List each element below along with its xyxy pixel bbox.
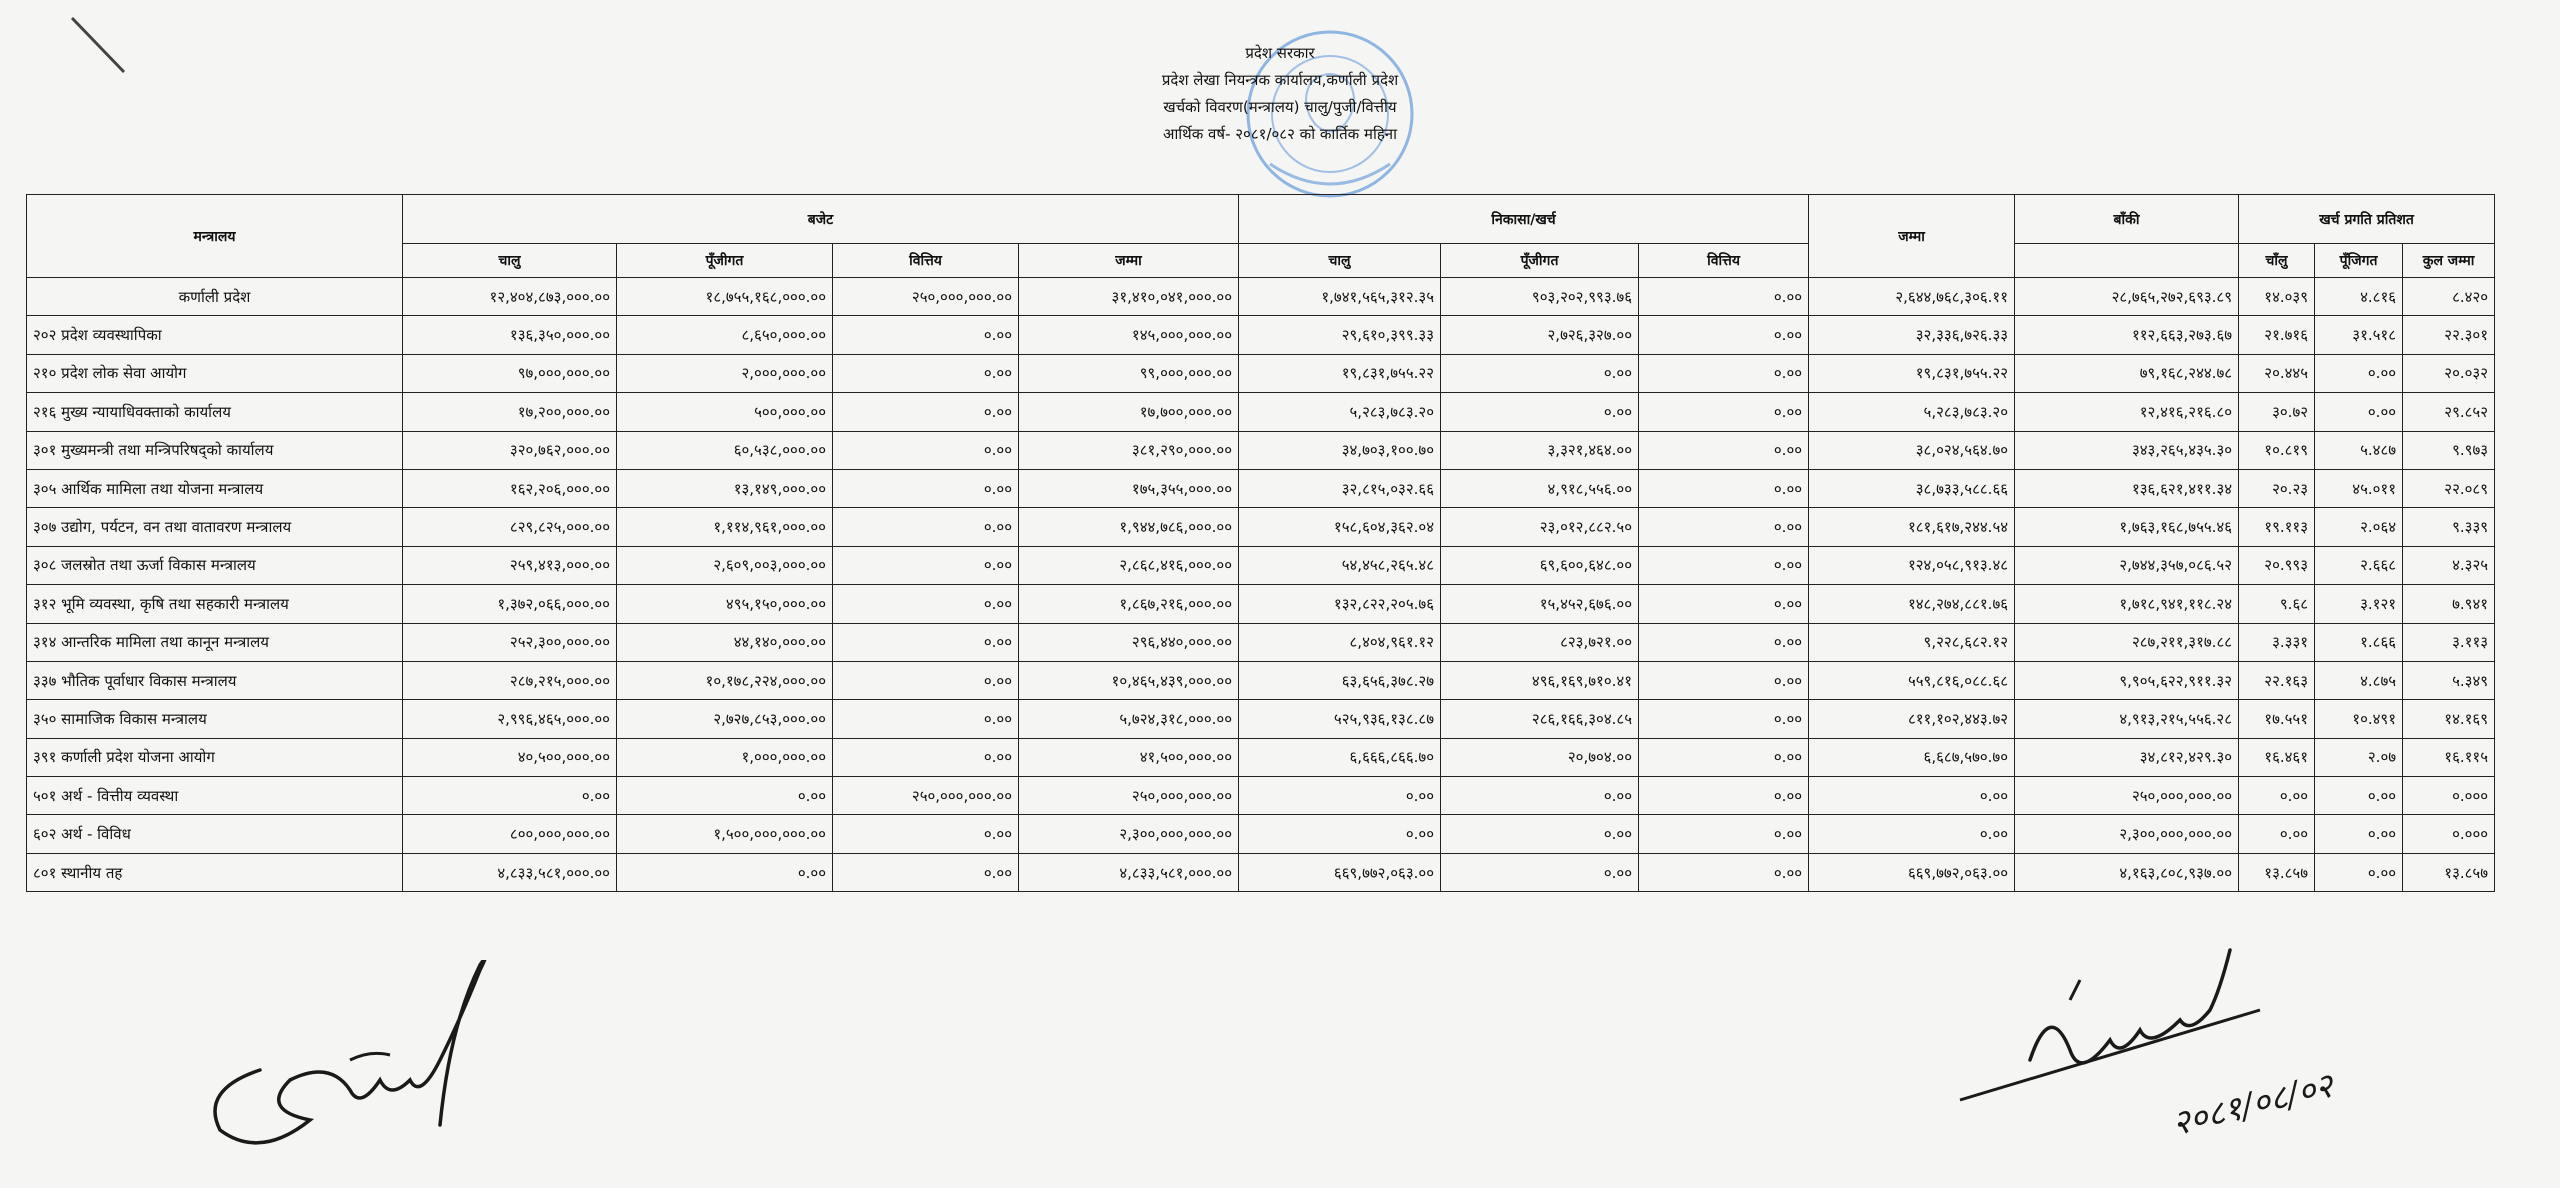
value-cell: १६.११५	[2403, 738, 2495, 776]
value-cell: ०.००	[833, 431, 1019, 469]
value-cell: १,७४१,५६५,३१२.३५	[1239, 278, 1441, 316]
value-cell: २९.८५२	[2403, 393, 2495, 431]
value-cell: २०.४४५	[2239, 354, 2315, 392]
value-cell: २०.९९३	[2239, 546, 2315, 584]
value-cell: ६६९,७७२,०६३.००	[1809, 853, 2015, 891]
value-cell: ९९,०००,०००.००	[1019, 354, 1239, 392]
value-cell: ३.३३१	[2239, 623, 2315, 661]
value-cell: १३.८५७	[2403, 853, 2495, 891]
ministry-name-cell: ६०२ अर्थ - विविध	[27, 815, 403, 853]
signature-left	[200, 960, 580, 1180]
value-cell: ०.००	[1441, 777, 1639, 815]
value-cell: २२.३०१	[2403, 316, 2495, 354]
value-cell: १०,४६५,४३९,०००.००	[1019, 661, 1239, 699]
value-cell: २,८६८,४१६,०००.००	[1019, 546, 1239, 584]
value-cell: ३८१,२९०,०००.००	[1019, 431, 1239, 469]
value-cell: ०.००	[833, 815, 1019, 853]
value-cell: ०.०००	[2403, 777, 2495, 815]
value-cell: ०.००	[2315, 354, 2403, 392]
value-cell: ०.००	[1639, 278, 1809, 316]
value-cell: ४.८७५	[2315, 661, 2403, 699]
value-cell: ९.३३९	[2403, 508, 2495, 546]
col-budget-capital: पूँजीगत	[617, 244, 833, 278]
value-cell: ०.००	[1639, 815, 1809, 853]
value-cell: १०.४९१	[2315, 700, 2403, 738]
value-cell: ३४३,२६५,४३५.३०	[2015, 431, 2239, 469]
value-cell: २८६,१६६,३०४.८५	[1441, 700, 1639, 738]
value-cell: ५,७२४,३१८,०००.००	[1019, 700, 1239, 738]
value-cell: २,९९६,४६५,०००.००	[403, 700, 617, 738]
value-cell: ४५.०११	[2315, 469, 2403, 507]
value-cell: ९,२२८,६८२.१२	[1809, 623, 2015, 661]
value-cell: ९७,०००,०००.००	[403, 354, 617, 392]
value-cell: ५,२८३,७८३.२०	[1239, 393, 1441, 431]
value-cell: १,७१८,९४१,११८.२४	[2015, 585, 2239, 623]
col-pct-total: कुल जम्मा	[2403, 244, 2495, 278]
value-cell: ८००,०००,०००.००	[403, 815, 617, 853]
value-cell: ६३,६५६,३७८.२७	[1239, 661, 1441, 699]
table-row	[27, 738, 2495, 776]
table-row	[27, 508, 2495, 546]
value-cell: ०.००	[1639, 546, 1809, 584]
value-cell: २२.०८९	[2403, 469, 2495, 507]
value-cell: ०.००	[1639, 469, 1809, 507]
table-row	[27, 853, 2495, 891]
value-cell: ३.१२१	[2315, 585, 2403, 623]
value-cell: २८,७६५,२७२,६९३.८९	[2015, 278, 2239, 316]
value-cell: १५,४५२,६७६.००	[1441, 585, 1639, 623]
col-budget: बजेट	[403, 195, 1239, 244]
value-cell: ०.००	[2315, 853, 2403, 891]
value-cell: ३८,७३३,५८८.६६	[1809, 469, 2015, 507]
value-cell: ०.००	[403, 777, 617, 815]
table-row	[27, 661, 2495, 699]
value-cell: ८२३,७२१.००	[1441, 623, 1639, 661]
col-exp-capital: पूँजीगत	[1441, 244, 1639, 278]
value-cell: १३.८५७	[2239, 853, 2315, 891]
value-cell: ४,१६३,८०८,९३७.००	[2015, 853, 2239, 891]
ministry-name-cell: ५०१ अर्थ - वित्तीय व्यवस्था	[27, 777, 403, 815]
value-cell: ३.११३	[2403, 623, 2495, 661]
value-cell: १४.१६९	[2403, 700, 2495, 738]
col-balance: बाँकी	[2015, 195, 2239, 244]
value-cell: ५.४८७	[2315, 431, 2403, 469]
value-cell: १,११४,९६१,०००.००	[617, 508, 833, 546]
value-cell: ५००,०००.००	[617, 393, 833, 431]
value-cell: २,६०९,००३,०००.००	[617, 546, 833, 584]
value-cell: ६०,५३८,०००.००	[617, 431, 833, 469]
value-cell: १६२,२०६,०००.००	[403, 469, 617, 507]
col-budget-current: चालु	[403, 244, 617, 278]
value-cell: ०.००	[833, 354, 1019, 392]
value-cell: ०.००	[1441, 354, 1639, 392]
header-report-title: खर्चको विवरण(मन्त्रालय) चालु/पुजी/वित्तीय	[1163, 98, 1397, 116]
col-pct-capital: पूँजिगत	[2315, 244, 2403, 278]
value-cell: ३४,७०३,१००.७०	[1239, 431, 1441, 469]
value-cell: १४५,०००,०००.००	[1019, 316, 1239, 354]
value-cell: ६,६६६,८६६.७०	[1239, 738, 1441, 776]
ministry-name-cell: ३०५ आर्थिक मामिला तथा योजना मन्त्रालय	[27, 469, 403, 507]
value-cell: ८२९,८२५,०००.००	[403, 508, 617, 546]
value-cell: ७९,१६८,२४४.७८	[2015, 354, 2239, 392]
value-cell: ०.००	[1639, 661, 1809, 699]
value-cell: ०.००	[1441, 815, 1639, 853]
value-cell: ३२,८१५,०३२.६६	[1239, 469, 1441, 507]
table-body	[27, 278, 2495, 892]
value-cell: ३४,८१२,४२९.३०	[2015, 738, 2239, 776]
value-cell: ६,६८७,५७०.७०	[1809, 738, 2015, 776]
table-row	[27, 431, 2495, 469]
value-cell: ०.००	[1441, 393, 1639, 431]
value-cell: ०.००	[1639, 700, 1809, 738]
value-cell: ०.००	[1809, 815, 2015, 853]
col-progress: खर्च प्रगति प्रतिशत	[2239, 195, 2495, 244]
col-pct-current: चाँलु	[2239, 244, 2315, 278]
value-cell: ६६९,७७२,०६३.००	[1239, 853, 1441, 891]
ministry-name-cell: ३३७ भौतिक पूर्वाधार विकास मन्त्रालय	[27, 661, 403, 699]
value-cell: ०.००	[617, 777, 833, 815]
value-cell: ०.००	[833, 623, 1019, 661]
value-cell: ४.८१६	[2315, 278, 2403, 316]
value-cell: २५०,०००,०००.००	[1019, 777, 1239, 815]
value-cell: २,७२६,३२७.००	[1441, 316, 1639, 354]
col-budget-sum: जम्मा	[1019, 244, 1239, 278]
ministry-name-cell: ३५० सामाजिक विकास मन्त्रालय	[27, 700, 403, 738]
value-cell: ४४,१४०,०००.००	[617, 623, 833, 661]
value-cell: १४८,२७४,८८१.७६	[1809, 585, 2015, 623]
value-cell: १८१,६१७,२४४.५४	[1809, 508, 2015, 546]
value-cell: ०.००	[1639, 431, 1809, 469]
value-cell: ५४,४५८,२६५.४८	[1239, 546, 1441, 584]
ministry-name-cell: २१६ मुख्य न्यायाधिवक्ताको कार्यालय	[27, 393, 403, 431]
value-cell: १३,१४९,०००.००	[617, 469, 833, 507]
ministry-name-cell: ३०७ उद्योग, पर्यटन, वन तथा वातावरण मन्त्रालय	[27, 508, 403, 546]
ministry-name-cell: ३१४ आन्तरिक मामिला तथा कानून मन्त्रालय	[27, 623, 403, 661]
value-cell: ४,९१३,२१५,५५६.२८	[2015, 700, 2239, 738]
value-cell: ३१,४१०,०४१,०००.००	[1019, 278, 1239, 316]
value-cell: १२,४१६,२१६.८०	[2015, 393, 2239, 431]
value-cell: ०.००	[833, 853, 1019, 891]
value-cell: २,३००,०००,०००.००	[1019, 815, 1239, 853]
col-total: जम्मा	[1809, 195, 2015, 278]
value-cell: ०.००	[2239, 815, 2315, 853]
value-cell: ०.००	[833, 508, 1019, 546]
value-cell: ११२,६६३,२७३.६७	[2015, 316, 2239, 354]
value-cell: ०.००	[1441, 853, 1639, 891]
value-cell: १९,८३१,७५५.२२	[1809, 354, 2015, 392]
table-row	[27, 278, 2495, 316]
value-cell: ०.००	[833, 700, 1019, 738]
value-cell: २,०००,०००.००	[617, 354, 833, 392]
value-cell: १,०००,०००.००	[617, 738, 833, 776]
value-cell: ४,८३३,५८१,०००.००	[403, 853, 617, 891]
header-govt: प्रदेश सरकार	[1245, 44, 1315, 62]
value-cell: ०.००	[2315, 777, 2403, 815]
value-cell: ४९५,१५०,०००.००	[617, 585, 833, 623]
value-cell: ०.००	[833, 585, 1019, 623]
value-cell: १,५००,०००,०००.००	[617, 815, 833, 853]
header-office: प्रदेश लेखा नियन्त्रक कार्यालय,कर्णाली प्रदेश	[1161, 71, 1399, 89]
value-cell: १९.११३	[2239, 508, 2315, 546]
value-cell: ०.००	[833, 661, 1019, 699]
value-cell: ४.३२५	[2403, 546, 2495, 584]
value-cell: २१.७१६	[2239, 316, 2315, 354]
value-cell: १,३७२,०६६,०००.००	[403, 585, 617, 623]
ministry-name-cell: २१० प्रदेश लोक सेवा आयोग	[27, 354, 403, 392]
value-cell: ७.९४१	[2403, 585, 2495, 623]
value-cell: ५.३४९	[2403, 661, 2495, 699]
expense-table	[26, 194, 2495, 892]
value-cell: २,६४४,७६८,३०६.११	[1809, 278, 2015, 316]
value-cell: ६९,६००,६४८.००	[1441, 546, 1639, 584]
value-cell: १३६,६२१,४११.३४	[2015, 469, 2239, 507]
value-cell: २५२,३००,०००.००	[403, 623, 617, 661]
table-row	[27, 700, 2495, 738]
value-cell: ०.०००	[2403, 815, 2495, 853]
value-cell: ३१.५१८	[2315, 316, 2403, 354]
value-cell: ८,६५०,०००.००	[617, 316, 833, 354]
value-cell: ०.००	[617, 853, 833, 891]
document-header	[0, 40, 2560, 148]
table-row	[27, 815, 2495, 853]
value-cell: ०.००	[1639, 393, 1809, 431]
col-exp-current: चालु	[1239, 244, 1441, 278]
value-cell: १७५,३५५,०००.००	[1019, 469, 1239, 507]
value-cell: १०.८१९	[2239, 431, 2315, 469]
value-cell: २०.२३	[2239, 469, 2315, 507]
value-cell: ०.००	[833, 316, 1019, 354]
value-cell: १.८६६	[2315, 623, 2403, 661]
value-cell: २९,६१०,३९९.३३	[1239, 316, 1441, 354]
header-fiscal-year: आर्थिक वर्ष- २०८१/०८२ को कार्तिक महिना	[1162, 125, 1398, 143]
table-row	[27, 354, 2495, 392]
value-cell: १७,२००,०००.००	[403, 393, 617, 431]
table-row	[27, 546, 2495, 584]
value-cell: १६.४६१	[2239, 738, 2315, 776]
value-cell: १५८,६०४,३६२.०४	[1239, 508, 1441, 546]
value-cell: १९,८३१,७५५.२२	[1239, 354, 1441, 392]
value-cell: ९०३,२०२,९९३.७६	[1441, 278, 1639, 316]
col-balance-blank	[2015, 244, 2239, 278]
value-cell: ०.००	[1639, 777, 1809, 815]
value-cell: २२.१६३	[2239, 661, 2315, 699]
value-cell: ४,९१८,५५६.००	[1441, 469, 1639, 507]
value-cell: १३६,३५०,०००.००	[403, 316, 617, 354]
ministry-name-cell: ३०१ मुख्यमन्त्री तथा मन्त्रिपरिषद्को कार्यालय	[27, 431, 403, 469]
value-cell: १२,४०४,८७३,०००.००	[403, 278, 617, 316]
col-budget-financial: वित्तिय	[833, 244, 1019, 278]
value-cell: १७,७००,०००.००	[1019, 393, 1239, 431]
value-cell: १२४,०५८,९१३.४८	[1809, 546, 2015, 584]
value-cell: २५०,०००,०००.००	[833, 777, 1019, 815]
value-cell: २०,७०४.००	[1441, 738, 1639, 776]
value-cell: ८,४०४,९६१.१२	[1239, 623, 1441, 661]
table-row	[27, 469, 2495, 507]
value-cell: ३,३२१,४६४.००	[1441, 431, 1639, 469]
value-cell: ३२,३३६,७२६.३३	[1809, 316, 2015, 354]
ministry-name-cell: ३१२ भूमि व्यवस्था, कृषि तथा सहकारी मन्त्रालय	[27, 585, 403, 623]
value-cell: १३२,८२२,२०५.७६	[1239, 585, 1441, 623]
value-cell: ५,२८३,७८३.२०	[1809, 393, 2015, 431]
col-expense: निकासा/खर्च	[1239, 195, 1809, 244]
value-cell: १०,१७८,२२४,०००.००	[617, 661, 833, 699]
ministry-name-cell: ३०८ जलस्रोत तथा ऊर्जा विकास मन्त्रालय	[27, 546, 403, 584]
value-cell: २.०६४	[2315, 508, 2403, 546]
value-cell: ४१,५००,०००.००	[1019, 738, 1239, 776]
ministry-name-cell: कर्णाली प्रदेश	[27, 278, 403, 316]
value-cell: ५२५,९३६,१३८.८७	[1239, 700, 1441, 738]
value-cell: ०.००	[2315, 393, 2403, 431]
value-cell: ०.००	[1639, 354, 1809, 392]
value-cell: ०.००	[1639, 738, 1809, 776]
value-cell: ०.००	[1639, 853, 1809, 891]
value-cell: २,७४४,३५७,०८६.५२	[2015, 546, 2239, 584]
value-cell: ३८,०२४,५६४.७०	[1809, 431, 2015, 469]
value-cell: २८७,२११,३१७.८८	[2015, 623, 2239, 661]
value-cell: २८७,२१५,०००.००	[403, 661, 617, 699]
table-row	[27, 393, 2495, 431]
ministry-name-cell: ८०१ स्थानीय तह	[27, 853, 403, 891]
value-cell: २५९,४१३,०००.००	[403, 546, 617, 584]
value-cell: ०.००	[833, 738, 1019, 776]
value-cell: १,८६७,२१६,०००.००	[1019, 585, 1239, 623]
signature-date: २०८१/०८/०२	[2168, 1065, 2338, 1145]
value-cell: ०.००	[1239, 777, 1441, 815]
value-cell: २,३००,०००,०००.००	[2015, 815, 2239, 853]
value-cell: ०.००	[1639, 623, 1809, 661]
value-cell: २.६६८	[2315, 546, 2403, 584]
value-cell: ४०,५००,०००.००	[403, 738, 617, 776]
table-row	[27, 585, 2495, 623]
value-cell: ३०.७२	[2239, 393, 2315, 431]
value-cell: १,७६३,१६८,७५५.४६	[2015, 508, 2239, 546]
value-cell: ०.००	[1639, 316, 1809, 354]
table-row	[27, 316, 2495, 354]
value-cell: ८११,१०२,४४३.७२	[1809, 700, 2015, 738]
value-cell: १,९४४,७८६,०००.००	[1019, 508, 1239, 546]
value-cell: २५०,०००,०००.००	[2015, 777, 2239, 815]
value-cell: ०.००	[833, 393, 1019, 431]
table-row	[27, 777, 2495, 815]
value-cell: ०.००	[2239, 777, 2315, 815]
value-cell: १४.०३९	[2239, 278, 2315, 316]
col-ministry: मन्त्रालय	[27, 195, 403, 278]
value-cell: ०.००	[1639, 508, 1809, 546]
value-cell: ०.००	[833, 546, 1019, 584]
value-cell: २,७२७,८५३,०००.००	[617, 700, 833, 738]
ministry-name-cell: २०२ प्रदेश व्यवस्थापिका	[27, 316, 403, 354]
value-cell: १७.५५१	[2239, 700, 2315, 738]
value-cell: ८.४२०	[2403, 278, 2495, 316]
table-row	[27, 623, 2495, 661]
value-cell: ९,९०५,६२२,९११.३२	[2015, 661, 2239, 699]
value-cell: २.०७	[2315, 738, 2403, 776]
value-cell: ०.००	[1809, 777, 2015, 815]
value-cell: ०.००	[1639, 585, 1809, 623]
value-cell: ४,८३३,५८१,०००.००	[1019, 853, 1239, 891]
value-cell: ०.००	[2315, 815, 2403, 853]
value-cell: ०.००	[833, 469, 1019, 507]
value-cell: २०.०३२	[2403, 354, 2495, 392]
col-exp-financial: वित्तिय	[1639, 244, 1809, 278]
value-cell: ५५९,८१६,०८८.६८	[1809, 661, 2015, 699]
value-cell: ३२०,७६२,०००.००	[403, 431, 617, 469]
value-cell: ४९६,१६९,७१०.४१	[1441, 661, 1639, 699]
value-cell: २३,०१२,८८२.५०	[1441, 508, 1639, 546]
value-cell: २९६,४४०,०००.००	[1019, 623, 1239, 661]
value-cell: ९.९७३	[2403, 431, 2495, 469]
value-cell: १८,७५५,१६८,०००.००	[617, 278, 833, 316]
value-cell: २५०,०००,०००.००	[833, 278, 1019, 316]
value-cell: ९.६८	[2239, 585, 2315, 623]
ministry-name-cell: ३९१ कर्णाली प्रदेश योजना आयोग	[27, 738, 403, 776]
value-cell: ०.००	[1239, 815, 1441, 853]
